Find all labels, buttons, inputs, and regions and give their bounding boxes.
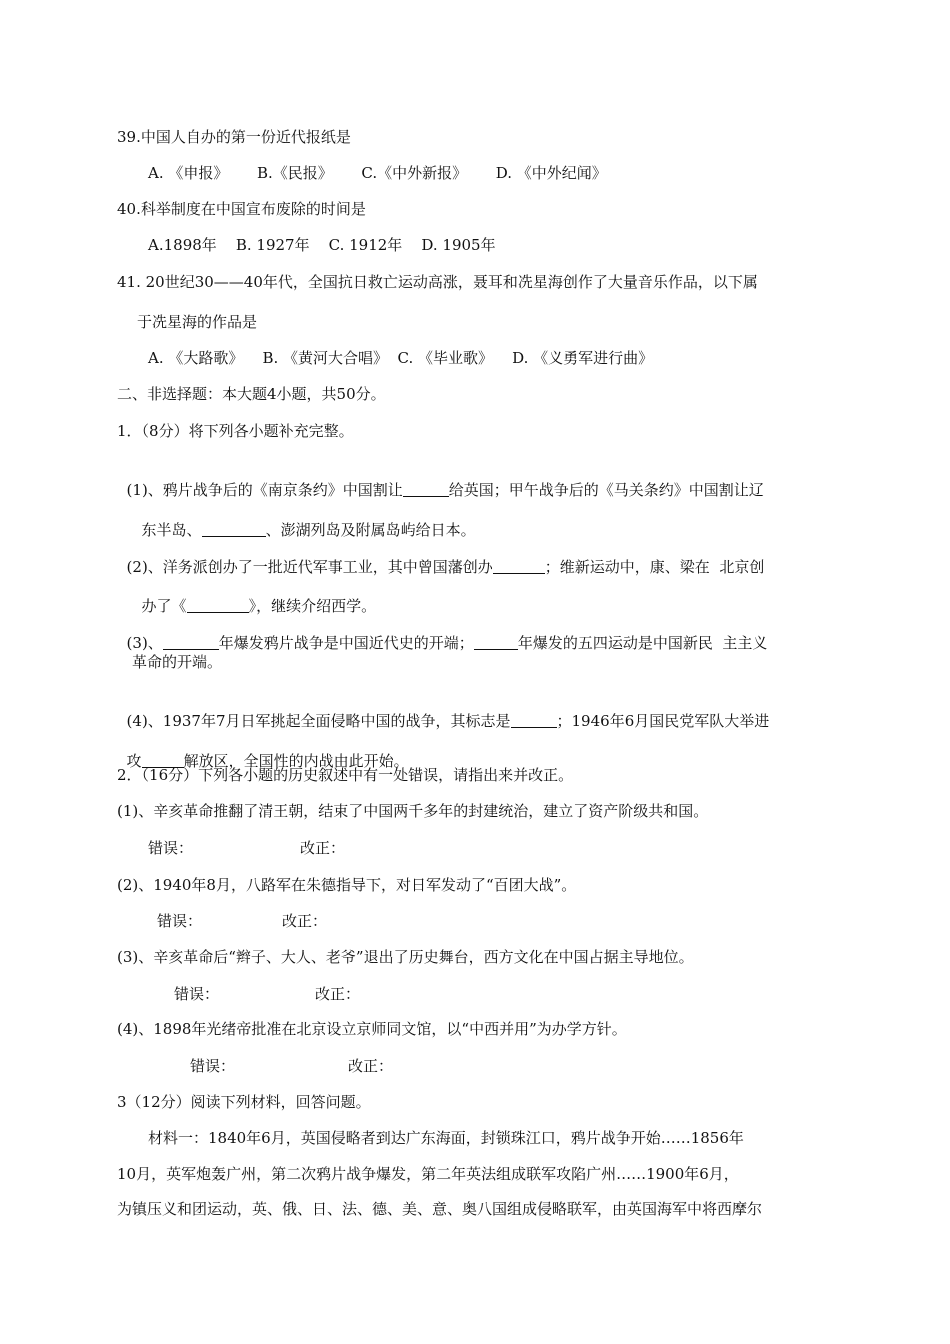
q1-3-line bbox=[117, 610, 767, 654]
q41-stem: 41. 20世纪30——40年代，全国抗日救亡运动高涨，聂耳和冼星海创作了大量音乐作品，以下属 bbox=[117, 273, 758, 291]
q1-3-line-cont: 革命的开端。 bbox=[132, 653, 223, 671]
material-1-line2: 10月，英军炮轰广州，第二次鸦片战争爆发，第二年英法组成联军攻陷广州……1900年6月， bbox=[117, 1165, 739, 1183]
text-segment: 》，继续介绍西学。 bbox=[248, 597, 377, 615]
q41-stem-cont: 于冼星海的作品是 bbox=[137, 313, 258, 331]
text-segment: ；1946年6月国民党军队大举进 bbox=[556, 712, 770, 730]
q41-options: A. 《大路歌》 B. 《黄河大合唱》 C. 《毕业歌》 D. 《义勇军进行曲》 bbox=[148, 349, 654, 367]
text-segment: 给英国；甲午战争后的《马关条约》中国割让辽 bbox=[448, 481, 764, 499]
q2-1-statement: (1)、辛亥革命推翻了清王朝，结束了中国两千多年的封建统治，建立了资产阶级共和国。 bbox=[117, 802, 709, 820]
material-1-line1: 材料一：1840年6月，英国侵略者到达广东海面，封锁珠江口，鸦片战争开始……1856年 bbox=[148, 1129, 744, 1147]
q39-stem: 39.中国人自办的第一份近代报纸是 bbox=[117, 128, 351, 146]
text-segment: (4)、1937年7月日军挑起全面侵略中国的战争，其标志是 bbox=[126, 712, 511, 730]
q40-stem: 40.科举制度在中国宣布废除的时间是 bbox=[117, 200, 366, 218]
q2-4-statement: (4)、1898年光绪帝批准在北京设立京师同文馆，以“中西并用”为办学方针。 bbox=[117, 1020, 627, 1038]
material-1-line3: 为镇压义和团运动，英、俄、日、法、德、美、意、奥八国组成侵略联军，由英国海军中将西摩尔 bbox=[117, 1200, 763, 1218]
q3-heading: 3（12分）阅读下列材料，回答问题。 bbox=[117, 1093, 371, 1111]
q2-4-correction-label: 改正： bbox=[348, 1057, 394, 1075]
q2-3-correction-label: 改正： bbox=[315, 985, 361, 1003]
q2-1-correction-label: 改正： bbox=[300, 839, 346, 857]
q1-1-line bbox=[117, 457, 764, 501]
text-segment: (1)、鸦片战争后的《南京条约》中国割让 bbox=[126, 481, 403, 499]
text-segment: ；维新运动中，康、梁在 北京创 bbox=[544, 558, 765, 576]
q40-options: A.1898年 B. 1927年 C. 1912年 D. 1905年 bbox=[148, 236, 496, 254]
answer-blank bbox=[493, 557, 545, 574]
q2-2-error-label: 错误： bbox=[157, 912, 203, 930]
q2-2-statement: (2)、1940年8月，八路军在朱德指导下，对日军发动了“百团大战”。 bbox=[117, 876, 577, 894]
answer-blank bbox=[474, 633, 518, 650]
text-segment: 年爆发鸦片战争是中国近代史的开端； bbox=[218, 634, 474, 652]
text-segment: 解放区，全国性的内战由此开始。 bbox=[183, 752, 409, 770]
q2-4-error-label: 错误： bbox=[190, 1057, 236, 1075]
q2-1-error-label: 错误： bbox=[148, 839, 194, 857]
text-segment: (2)、洋务派创办了一批近代军事工业，其中曾国藩创办 bbox=[126, 558, 493, 576]
text-segment: 攻 bbox=[126, 752, 142, 770]
q2-heading: 2．（16分）下列各小题的历史叙述中有一处错误，请指出来并改正。 bbox=[117, 766, 574, 784]
text-segment: 、澎湖列岛及附属岛屿给日本。 bbox=[265, 521, 476, 539]
answer-blank bbox=[511, 711, 557, 728]
text-segment: 年爆发的五四运动是中国新民 主主义 bbox=[517, 634, 768, 652]
text-segment: 东半岛、 bbox=[141, 521, 202, 539]
q2-2-correction-label: 改正： bbox=[282, 912, 328, 930]
q2-3-statement: (3)、辛亥革命后“辫子、大人、老爷”退出了历史舞台，西方文化在中国占据主导地位。 bbox=[117, 948, 694, 966]
q2-3-error-label: 错误： bbox=[174, 985, 220, 1003]
q1-heading: 1．（8分）将下列各小题补充完整。 bbox=[117, 422, 354, 440]
q1-4-line bbox=[117, 688, 769, 732]
section-heading: 二、非选择题：本大题4小题，共50分。 bbox=[117, 385, 386, 403]
text-segment: (3)、 bbox=[126, 634, 163, 652]
q39-options: A. 《申报》 B.《民报》 C.《中外新报》 D. 《中外纪闻》 bbox=[148, 164, 607, 182]
answer-blank bbox=[403, 480, 449, 497]
q1-2-line bbox=[117, 534, 764, 578]
text-segment: 办了《 bbox=[141, 597, 187, 615]
answer-blank bbox=[163, 633, 219, 650]
